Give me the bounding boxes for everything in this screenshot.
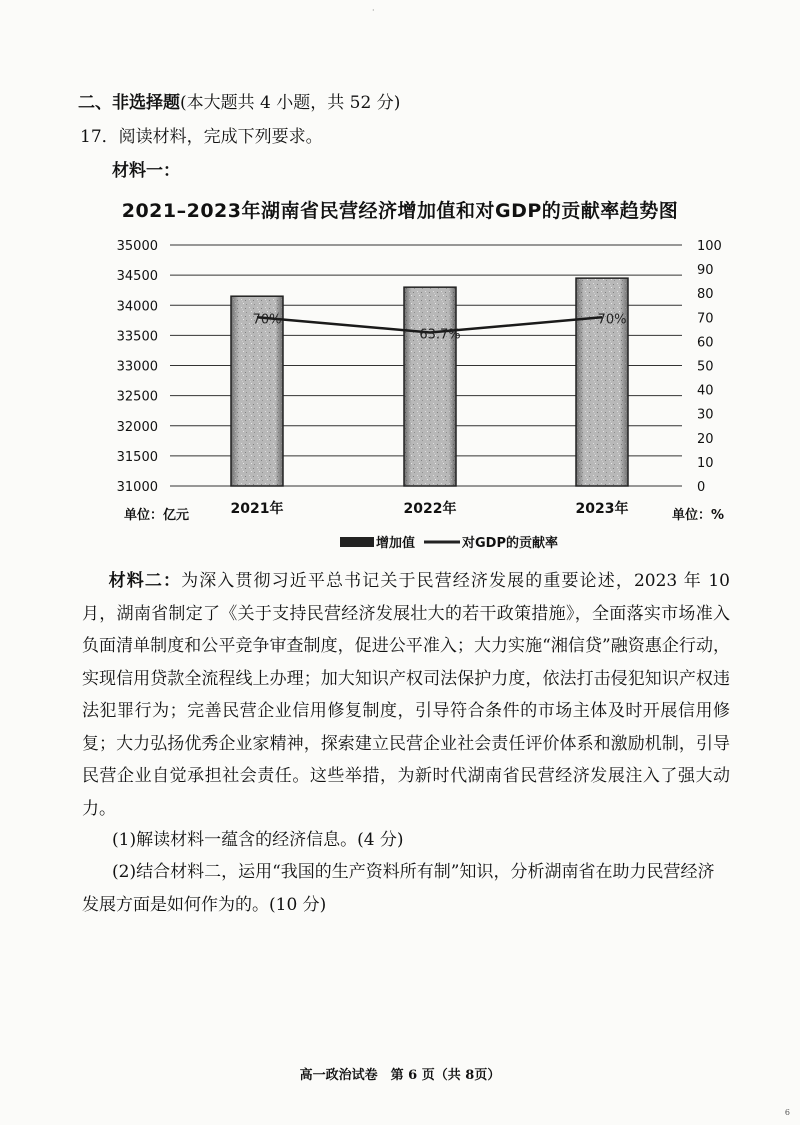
question-17: 17．阅读材料，完成下列要求。 xyxy=(80,127,323,147)
bar-shade-2 xyxy=(404,287,456,486)
section-title-text: 二、非选择题 xyxy=(78,93,180,113)
page-footer: 高一政治试卷 第 6 页（共 8页） xyxy=(299,1068,501,1083)
left-tick-label: 35000 xyxy=(116,239,158,254)
right-unit-label: 单位：% xyxy=(672,508,725,523)
chart xyxy=(0,226,800,556)
section-title xyxy=(78,88,400,113)
right-tick-label: 40 xyxy=(697,383,714,399)
sub-question-2: (2)结合材料二，运用“我国的生产资料所有制”知识，分析湖南省在助力民营经济发展方面是如何作为的。(10 分) xyxy=(82,862,715,915)
left-tick-label: 32500 xyxy=(116,389,158,405)
section-note: (本大题共 4 小题，共 52 分) xyxy=(180,93,401,113)
right-tick-label: 100 xyxy=(697,239,722,254)
rate-data-label: 63.7% xyxy=(419,327,461,343)
right-tick-label: 70 xyxy=(697,311,714,327)
bar-shade-3 xyxy=(576,278,628,486)
material2-label: 材料二： xyxy=(107,571,182,591)
left-tick-label: 34500 xyxy=(116,269,158,285)
right-tick-label: 20 xyxy=(697,431,714,447)
left-tick-label: 32000 xyxy=(116,419,158,435)
sub-question-1: (1)解读材料一蕴含的经济信息。(4 分) xyxy=(112,830,404,850)
left-tick-label: 31500 xyxy=(116,449,158,465)
right-tick-label: 90 xyxy=(697,263,714,279)
chart-title: 2021–2023年湖南省民营经济增加值和对GDP的贡献率趋势图 xyxy=(121,200,679,222)
right-tick-label: 30 xyxy=(697,407,714,423)
left-tick-label: 34000 xyxy=(116,299,158,315)
right-tick-label: 80 xyxy=(697,287,714,303)
rate-data-label: 70% xyxy=(597,312,627,328)
x-tick-label: 2022年 xyxy=(403,501,457,517)
rate-data-label: 70% xyxy=(252,312,282,328)
legend-bar-label: 增加值 xyxy=(376,536,416,551)
left-tick-label: 33000 xyxy=(116,359,158,375)
material1-label: 材料一： xyxy=(112,161,180,181)
right-tick-label: 50 xyxy=(697,359,714,375)
scan-mark: · xyxy=(372,6,375,15)
right-tick-label: 10 xyxy=(697,455,714,471)
x-tick-label: 2023年 xyxy=(575,501,629,517)
legend-line-label: 对GDP的贡献率 xyxy=(462,536,558,551)
right-tick-label: 0 xyxy=(697,480,706,495)
left-tick-label: 31000 xyxy=(116,480,158,495)
left-unit-label: 单位：亿元 xyxy=(124,508,190,523)
legend-bar-swatch xyxy=(340,537,374,547)
right-tick-label: 60 xyxy=(697,335,714,351)
corner-page-mark: 6 xyxy=(784,1108,790,1117)
x-tick-label: 2021年 xyxy=(230,501,284,517)
material2-text: 为深入贯彻习近平总书记关于民营经济发展的重要论述，2023 年 10 月，湖南省制定了《关于支持民营经济发展壮大的若干政策措施》，全面落实市场准入负面清单制度和公平竞争审查制度，促进公平准入；大力实施“湘信贷”融资惠企行动，实现信用贷款全流程线上办理；加大知识产权司法保护力度，依法打击侵犯知识产权违法犯罪行为；完善民营企业信用修复制度，引导符合条件的市场主体及时开展信用修复；大力弘扬优秀企业家精神，探索建立民营企业社会责任评价体系和激励机制，引导民营企业自觉承担社会责任。这些举措，为新时代湖南省民营经济发展注入了强大动力。 xyxy=(82,571,731,819)
material2-paragraph xyxy=(82,565,730,825)
left-tick-label: 33500 xyxy=(116,329,158,345)
